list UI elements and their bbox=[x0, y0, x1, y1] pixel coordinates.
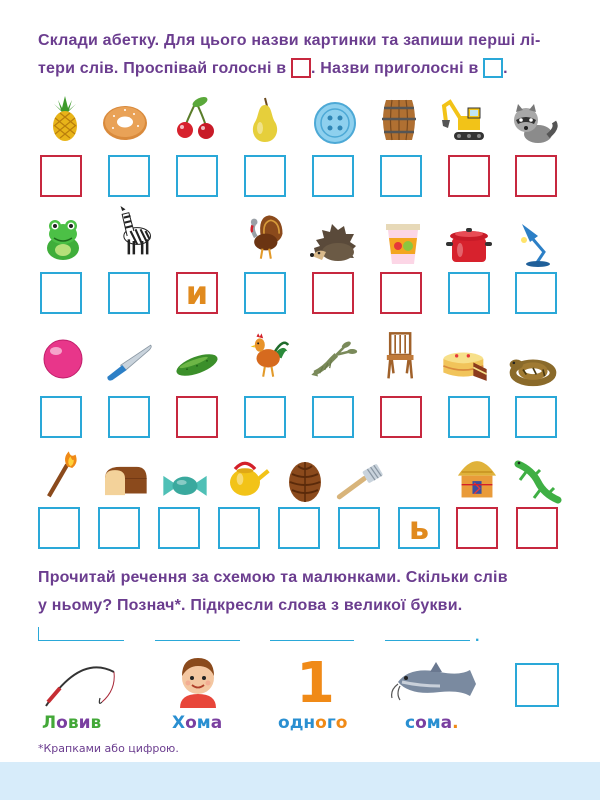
vowel-box-legend bbox=[291, 58, 311, 78]
word-letter: м bbox=[426, 713, 441, 733]
schema-word-line bbox=[155, 640, 240, 641]
pineapple-icon bbox=[40, 92, 90, 142]
yogurt-icon bbox=[378, 218, 428, 268]
task1-line1: Склади абетку. Для цього назви картинки та запиши перші лі- bbox=[38, 32, 541, 49]
task2-instructions bbox=[38, 564, 508, 620]
word-letter: . bbox=[452, 713, 459, 733]
boy-khoma-icon bbox=[170, 652, 226, 708]
cucumber-icon bbox=[172, 340, 222, 390]
vowel-letter-box[interactable] bbox=[176, 396, 218, 438]
vowel-letter-box[interactable] bbox=[380, 272, 422, 314]
consonant-letter-box[interactable] bbox=[244, 272, 286, 314]
word-letter: Х bbox=[172, 713, 186, 733]
word-count-answer-box[interactable] bbox=[515, 663, 559, 707]
vowel-letter-box[interactable] bbox=[448, 155, 490, 197]
crayfish-icon bbox=[308, 334, 358, 384]
pot-icon bbox=[444, 220, 494, 270]
excavator-icon bbox=[440, 94, 490, 144]
consonant-letter-box[interactable] bbox=[244, 155, 286, 197]
consonant-letter-box[interactable] bbox=[338, 507, 380, 549]
hedgehog-icon bbox=[308, 218, 358, 268]
word-letter: о bbox=[56, 713, 68, 733]
rooster-icon bbox=[244, 330, 294, 380]
brush-icon bbox=[336, 456, 386, 506]
consonant-letter-box[interactable] bbox=[515, 396, 557, 438]
task1-line2-start: тери слів. Проспівай голосні в bbox=[38, 60, 287, 77]
candy-icon bbox=[160, 460, 210, 510]
consonant-box-legend bbox=[483, 58, 503, 78]
pinecone-icon bbox=[280, 456, 330, 506]
task1-line2-end: . bbox=[503, 60, 508, 77]
consonant-letter-box[interactable] bbox=[312, 155, 354, 197]
consonant-letter-box[interactable] bbox=[38, 507, 80, 549]
schema-word-line bbox=[385, 640, 470, 641]
schema-period: . bbox=[475, 628, 480, 645]
word-letter: о bbox=[315, 713, 327, 733]
consonant-letter-box[interactable] bbox=[380, 155, 422, 197]
task2-line1: Прочитай речення за схемою та малюнками. Скільки слів bbox=[38, 569, 508, 586]
word-letter: а bbox=[210, 713, 223, 733]
footnote: *Крапками або цифрою. bbox=[38, 742, 179, 755]
turkey-icon bbox=[240, 212, 290, 262]
consonant-letter-box[interactable] bbox=[244, 396, 286, 438]
cake-icon bbox=[440, 340, 490, 390]
task1-line2-middle: . Назви приголосні в bbox=[310, 60, 479, 77]
vowel-letter-box[interactable] bbox=[516, 507, 558, 549]
catfish-icon bbox=[390, 656, 480, 706]
consonant-letter-box[interactable] bbox=[515, 272, 557, 314]
vowel-letter-box[interactable] bbox=[456, 507, 498, 549]
task2-line2: у ньому? Познач*. Підкресли слова з великої букви. bbox=[38, 597, 463, 614]
task1-instructions bbox=[38, 27, 541, 83]
word-letter: о bbox=[185, 713, 197, 733]
consonant-letter-box[interactable]: ь bbox=[398, 507, 440, 549]
word-letter: с bbox=[405, 713, 416, 733]
consonant-letter-box[interactable] bbox=[448, 396, 490, 438]
raccoon-icon bbox=[508, 98, 558, 148]
sentence-word bbox=[42, 713, 101, 733]
frog-icon bbox=[38, 214, 88, 264]
sentence-word bbox=[405, 713, 459, 733]
word-letter: а bbox=[440, 713, 453, 733]
button-icon bbox=[310, 98, 360, 148]
lamp-icon bbox=[510, 218, 560, 268]
knife-icon bbox=[104, 336, 154, 386]
task1-line2 bbox=[38, 55, 541, 83]
zebra-icon bbox=[108, 206, 158, 256]
number-one: 1 bbox=[296, 651, 335, 716]
schema-word-line bbox=[38, 640, 124, 641]
vowel-letter-box[interactable] bbox=[312, 272, 354, 314]
vowel-letter-box[interactable] bbox=[380, 396, 422, 438]
hut-icon bbox=[452, 452, 502, 502]
consonant-letter-box[interactable] bbox=[98, 507, 140, 549]
chair-icon bbox=[376, 330, 426, 380]
word-letter: о bbox=[335, 713, 348, 733]
word-letter: о bbox=[278, 713, 290, 733]
sentence-word bbox=[172, 713, 222, 733]
vowel-letter-box[interactable] bbox=[40, 155, 82, 197]
fishing-rod-icon bbox=[40, 652, 120, 708]
word-letter: г bbox=[326, 713, 336, 733]
vowel-letter-box[interactable] bbox=[515, 155, 557, 197]
cherries-icon bbox=[170, 94, 220, 144]
word-letter: о bbox=[415, 713, 427, 733]
consonant-letter-box[interactable] bbox=[278, 507, 320, 549]
word-letter: м bbox=[196, 713, 211, 733]
teapot-icon bbox=[220, 452, 270, 502]
bottom-band bbox=[0, 762, 600, 800]
consonant-letter-box[interactable] bbox=[176, 155, 218, 197]
consonant-letter-box[interactable] bbox=[158, 507, 200, 549]
sentence-word bbox=[278, 713, 347, 733]
consonant-letter-box[interactable] bbox=[108, 155, 150, 197]
word-letter: в bbox=[90, 713, 102, 733]
consonant-letter-box[interactable] bbox=[448, 272, 490, 314]
consonant-letter-box[interactable] bbox=[312, 396, 354, 438]
bagel-icon bbox=[100, 98, 150, 148]
word-letter: н bbox=[303, 713, 316, 733]
schema-word-line bbox=[270, 640, 354, 641]
pear-icon bbox=[240, 94, 290, 144]
ball-icon bbox=[38, 334, 88, 384]
schema-start-mark bbox=[38, 627, 39, 641]
barrel-icon bbox=[374, 94, 424, 144]
consonant-letter-box[interactable] bbox=[218, 507, 260, 549]
word-letter: Л bbox=[42, 713, 57, 733]
consonant-letter-box[interactable] bbox=[40, 396, 82, 438]
consonant-letter-box[interactable] bbox=[40, 272, 82, 314]
snake-icon bbox=[508, 342, 558, 392]
lizard-icon bbox=[512, 456, 562, 506]
word-letter: и bbox=[78, 713, 91, 733]
vowel-letter-box[interactable]: и bbox=[176, 272, 218, 314]
word-letter: д bbox=[289, 713, 304, 733]
torch-icon bbox=[38, 448, 88, 498]
consonant-letter-box[interactable] bbox=[108, 396, 150, 438]
word-letter: в bbox=[67, 713, 79, 733]
consonant-letter-box[interactable] bbox=[108, 272, 150, 314]
bread-icon bbox=[100, 456, 150, 506]
